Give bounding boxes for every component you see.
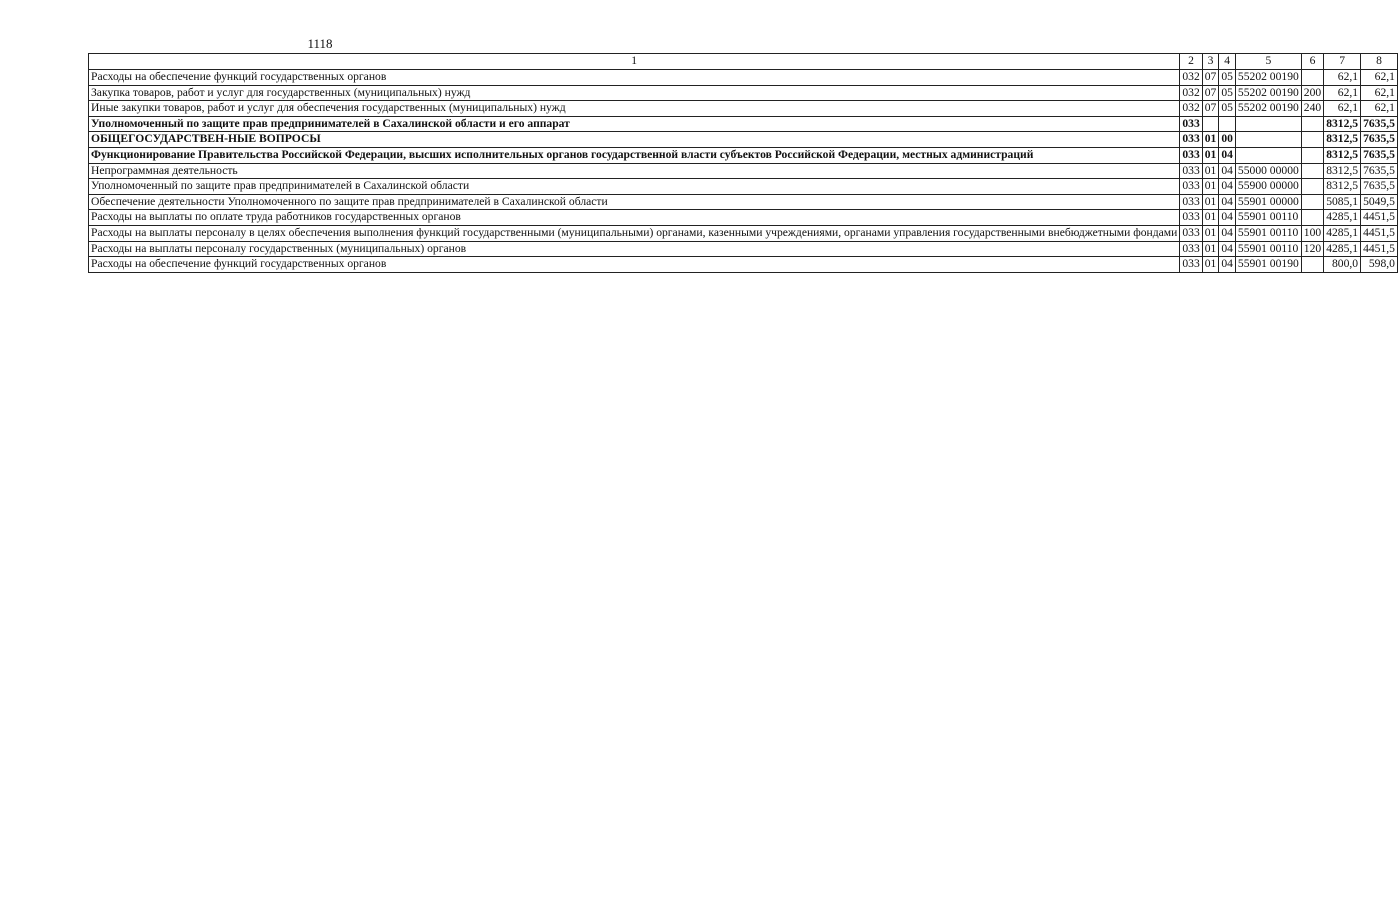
row-section: 01 [1202,194,1219,210]
row-expense-type: 200 [1301,85,1323,101]
table-row [89,241,1398,257]
row-expense-type [1301,194,1323,210]
row-name: ОБЩЕГОСУДАРСТВЕН-НЫЕ ВОПРОСЫ [89,132,1180,148]
row-amount-1: 800,0 [1324,257,1361,273]
row-section: 01 [1202,179,1219,195]
row-target-article [1235,132,1301,148]
table-row [89,147,1398,163]
row-expense-type [1301,147,1323,163]
row-section: 07 [1202,101,1219,117]
row-amount-2: 5049,5 [1361,194,1398,210]
row-amount-2: 4451,5 [1361,210,1398,226]
row-admin-code: 033 [1180,257,1202,273]
row-section: 07 [1202,70,1219,86]
row-subsection: 05 [1219,101,1236,117]
row-admin-code: 032 [1180,70,1202,86]
row-admin-code: 033 [1180,179,1202,195]
row-target-article: 55901 00000 [1235,194,1301,210]
row-expense-type [1301,132,1323,148]
table-row [89,257,1398,273]
row-amount-1: 62,1 [1324,70,1361,86]
row-section: 01 [1202,163,1219,179]
row-name: Уполномоченный по защите прав предпринимателей в Сахалинской области [89,179,1180,195]
row-name: Расходы на обеспечение функций государственных органов [89,257,1180,273]
row-expense-type [1301,116,1323,132]
row-amount-2: 7635,5 [1361,147,1398,163]
header-col-1: 1 [89,54,1180,70]
row-subsection: 05 [1219,70,1236,86]
row-amount-1: 8312,5 [1324,179,1361,195]
row-section: 07 [1202,85,1219,101]
row-amount-2: 598,0 [1361,257,1398,273]
row-subsection: 04 [1219,225,1236,241]
row-name: Расходы на выплаты персоналу государственных (муниципальных) органов [89,241,1180,257]
row-admin-code: 032 [1180,101,1202,117]
row-name: Расходы на выплаты персоналу в целях обеспечения выполнения функций государственными (муниципальными) органами, казенными учреждениями, органами управления государственными внебюджетными фондами [89,225,1180,241]
row-section: 01 [1202,132,1219,148]
row-amount-2: 4451,5 [1361,225,1398,241]
row-subsection: 04 [1219,179,1236,195]
row-admin-code: 032 [1180,85,1202,101]
header-row [89,54,1398,70]
row-target-article: 55901 00110 [1235,210,1301,226]
row-admin-code: 033 [1180,163,1202,179]
row-amount-1: 8312,5 [1324,163,1361,179]
row-subsection: 04 [1219,241,1236,257]
row-subsection: 04 [1219,210,1236,226]
row-expense-type: 120 [1301,241,1323,257]
row-amount-1: 8312,5 [1324,132,1361,148]
row-amount-1: 5085,1 [1324,194,1361,210]
row-name: Расходы на обеспечение функций государственных органов [89,70,1180,86]
row-expense-type [1301,163,1323,179]
row-name: Обеспечение деятельности Уполномоченного по защите прав предпринимателей в Сахалинской области [89,194,1180,210]
row-admin-code: 033 [1180,225,1202,241]
row-target-article: 55202 00190 [1235,101,1301,117]
row-admin-code: 033 [1180,241,1202,257]
row-section: 01 [1202,241,1219,257]
budget-table [88,53,1398,273]
row-name: Функционирование Правительства Российской Федерации, высших исполнительных органов государственной власти субъектов Российской Федерации, местных администраций [89,147,1180,163]
header-col-6: 6 [1301,54,1323,70]
row-amount-1: 4285,1 [1324,225,1361,241]
row-amount-1: 8312,5 [1324,147,1361,163]
row-subsection: 04 [1219,147,1236,163]
row-amount-2: 62,1 [1361,85,1398,101]
row-expense-type [1301,179,1323,195]
row-name: Иные закупки товаров, работ и услуг для обеспечения государственных (муниципальных) нужд [89,101,1180,117]
table-row [89,194,1398,210]
table-row [89,163,1398,179]
row-subsection: 04 [1219,163,1236,179]
header-col-8: 8 [1361,54,1398,70]
header-col-4: 4 [1219,54,1236,70]
row-name: Расходы на выплаты по оплате труда работников государственных органов [89,210,1180,226]
row-amount-1: 8312,5 [1324,116,1361,132]
header-col-3: 3 [1202,54,1219,70]
row-subsection [1219,116,1236,132]
row-name: Уполномоченный по защите прав предпринимателей в Сахалинской области и его аппарат [89,116,1180,132]
table-row [89,179,1398,195]
row-amount-2: 62,1 [1361,70,1398,86]
row-target-article: 55202 00190 [1235,70,1301,86]
row-target-article: 55901 00110 [1235,225,1301,241]
row-admin-code: 033 [1180,147,1202,163]
row-target-article [1235,116,1301,132]
header-col-5: 5 [1235,54,1301,70]
row-admin-code: 033 [1180,116,1202,132]
row-admin-code: 033 [1180,132,1202,148]
table-row [89,85,1398,101]
row-subsection: 05 [1219,85,1236,101]
header-col-2: 2 [1180,54,1202,70]
row-amount-2: 62,1 [1361,101,1398,117]
row-section: 01 [1202,147,1219,163]
table-row [89,132,1398,148]
row-amount-1: 4285,1 [1324,241,1361,257]
row-subsection: 04 [1219,194,1236,210]
row-amount-2: 7635,5 [1361,163,1398,179]
row-admin-code: 033 [1180,194,1202,210]
row-target-article: 55901 00110 [1235,241,1301,257]
row-expense-type [1301,257,1323,273]
table-row [89,210,1398,226]
row-subsection: 04 [1219,257,1236,273]
row-name: Непрограммная деятельность [89,163,1180,179]
row-section: 01 [1202,210,1219,226]
row-target-article: 55901 00190 [1235,257,1301,273]
row-section: 01 [1202,257,1219,273]
row-section [1202,116,1219,132]
row-target-article [1235,147,1301,163]
table-row [89,225,1398,241]
row-target-article: 55900 00000 [1235,179,1301,195]
row-amount-1: 62,1 [1324,85,1361,101]
table-row [89,116,1398,132]
row-section: 01 [1202,225,1219,241]
row-target-article: 55000 00000 [1235,163,1301,179]
row-amount-2: 7635,5 [1361,116,1398,132]
row-amount-2: 7635,5 [1361,179,1398,195]
row-amount-1: 4285,1 [1324,210,1361,226]
table-row [89,101,1398,117]
row-admin-code: 033 [1180,210,1202,226]
row-expense-type: 240 [1301,101,1323,117]
row-amount-2: 4451,5 [1361,241,1398,257]
row-expense-type: 100 [1301,225,1323,241]
page-number: 1118 [307,36,333,51]
row-target-article: 55202 00190 [1235,85,1301,101]
row-expense-type [1301,210,1323,226]
row-subsection: 00 [1219,132,1236,148]
row-expense-type [1301,70,1323,86]
header-col-7: 7 [1324,54,1361,70]
row-name: Закупка товаров, работ и услуг для государственных (муниципальных) нужд [89,85,1180,101]
row-amount-1: 62,1 [1324,101,1361,117]
row-amount-2: 7635,5 [1361,132,1398,148]
table-row [89,70,1398,86]
